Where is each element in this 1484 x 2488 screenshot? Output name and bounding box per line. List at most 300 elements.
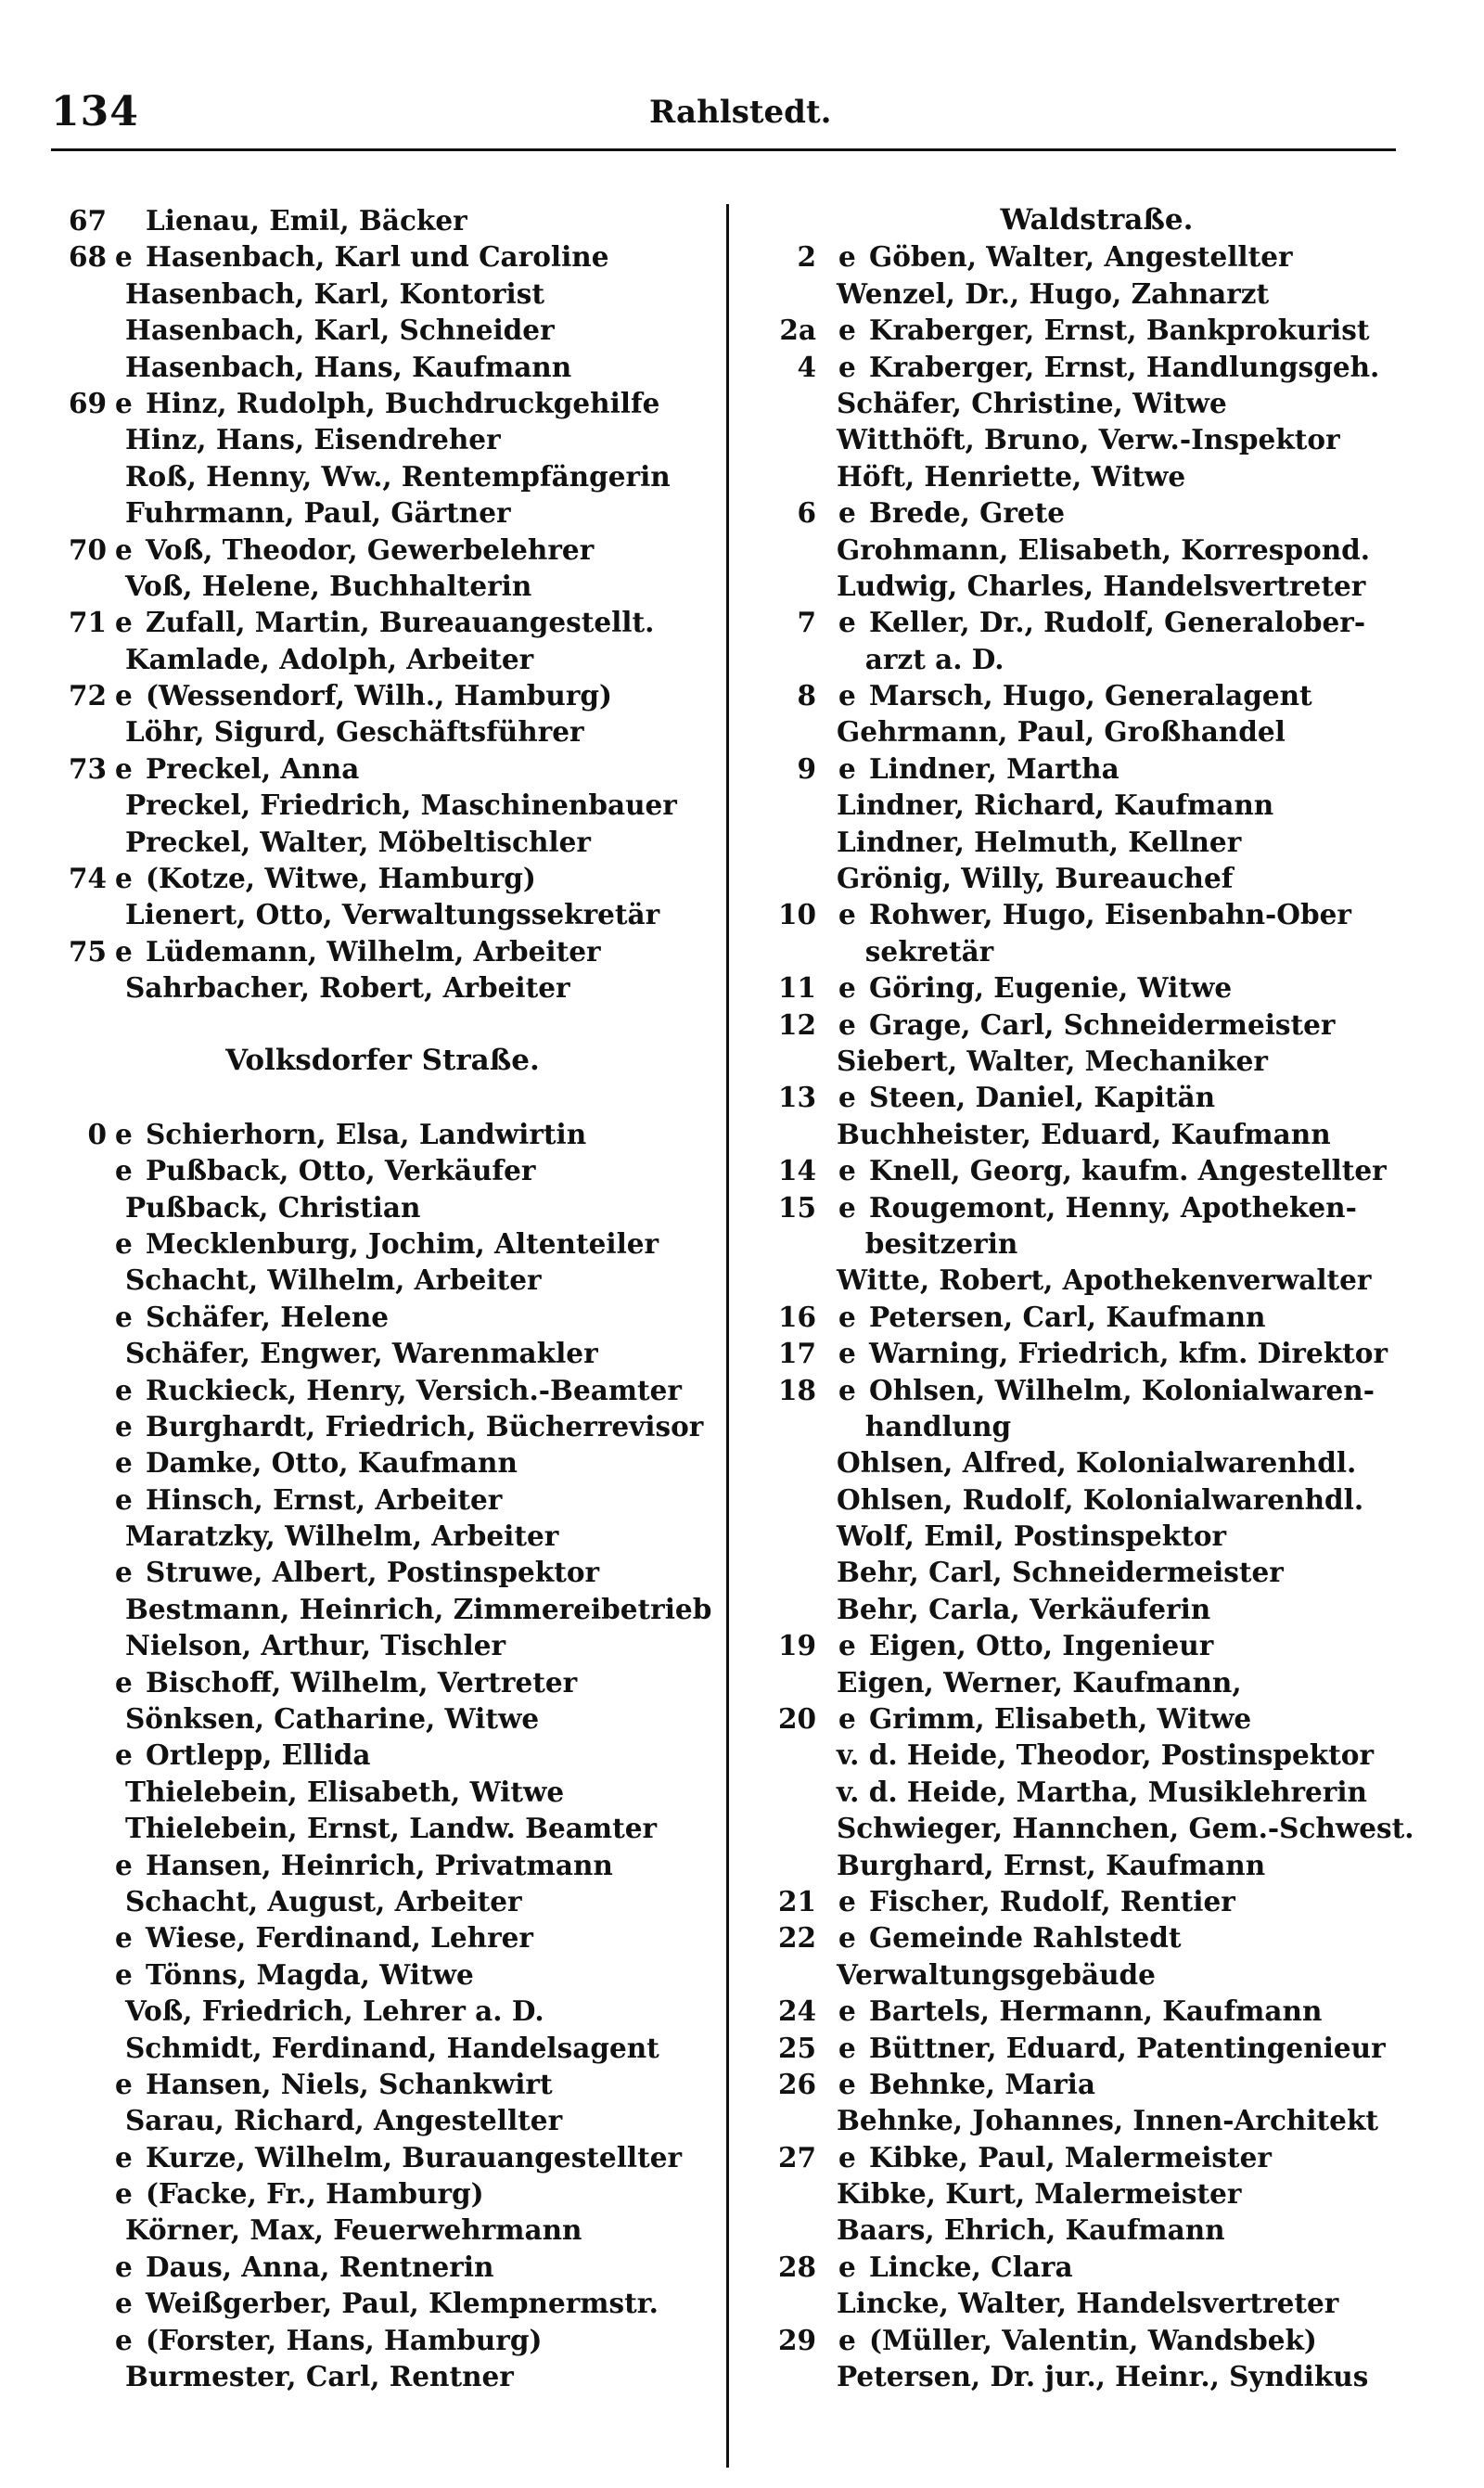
directory-entry-continuation [42,1518,723,1554]
house-number: 12 [777,1007,816,1041]
owner-mark: e [838,240,856,274]
house-number: 73 [68,751,107,785]
house-number: 71 [68,606,107,639]
owner-mark: e [115,1117,133,1150]
owner-mark: e [838,751,856,785]
directory-entry [761,1700,1433,1737]
directory-entry [761,2322,1433,2358]
resident-text: Schäfer, Engwer, Warenmakler [125,1337,598,1370]
directory-entry [761,312,1433,348]
resident-text: Hinz, Rudolph, Buchdruckgehilfe [146,386,660,419]
resident-text: Schäfer, Christine, Witwe [837,386,1227,419]
resident-text: Preckel, Walter, Möbeltischler [125,825,591,858]
house-number: 26 [777,2067,816,2100]
house-number: 69 [68,386,107,419]
owner-mark: e [838,1190,856,1224]
directory-entry [42,1225,723,1262]
owner-mark: e [838,2323,856,2356]
resident-text: Schacht, Wilhelm, Arbeiter [125,1263,542,1297]
house-number: 8 [797,679,816,712]
directory-entry [42,1664,723,1700]
resident-text: Lincke, Walter, Handelsvertreter [837,2287,1339,2320]
directory-entry-continuation [42,1810,723,1846]
resident-text: v. d. Heide, Martha, Musiklehrerin [837,1775,1367,1808]
resident-text: Brede, Grete [869,496,1066,530]
resident-text: Lüdemann, Wilhelm, Arbeiter [146,934,601,968]
directory-entry-continuation [761,1408,1433,1444]
directory-entry [761,494,1433,531]
owner-mark: e [115,1848,133,1881]
directory-entry-continuation [761,1847,1433,1883]
house-number: 75 [68,934,107,968]
column-divider [726,204,729,2468]
directory-entry [42,1444,723,1481]
directory-entry [42,1847,723,1883]
directory-entry-continuation [42,1627,723,1663]
directory-entry [42,2285,723,2321]
resident-text: Lindner, Richard, Kaufmann [837,789,1274,822]
house-number: 25 [777,2031,816,2064]
owner-mark: e [838,2140,856,2174]
owner-mark: e [115,2250,133,2283]
resident-text: Lindner, Martha [869,751,1119,785]
resident-text: (Facke, Fr., Hamburg) [146,2177,484,2211]
resident-text: sekretär [837,934,994,968]
resident-text: handlung [837,1409,1012,1443]
directory-entry-continuation [42,969,723,1006]
directory-entry-continuation [761,1518,1433,1554]
resident-text: Eigen, Werner, Kaufmann, [837,1665,1242,1699]
directory-entry [42,2249,723,2285]
directory-entry-continuation [42,1774,723,1810]
resident-text: Daus, Anna, Rentnerin [146,2250,494,2283]
directory-entry [42,750,723,787]
house-number: 74 [68,862,107,895]
house-number: 68 [68,240,107,274]
resident-text: Grimm, Elisabeth, Witwe [869,1702,1252,1736]
house-number: 14 [777,1154,816,1187]
resident-text: Kibke, Paul, Malermeister [869,2140,1272,2174]
directory-entry-continuation [42,824,723,860]
directory-entry-continuation [761,2175,1433,2212]
resident-text: Grohmann, Elisabeth, Korrespond. [837,532,1371,566]
house-number: 28 [777,2250,816,2283]
owner-mark: e [838,1300,856,1333]
resident-text: Hasenbach, Hans, Kaufmann [125,350,572,383]
owner-mark: e [838,2067,856,2100]
resident-text: Burghardt, Friedrich, Bücherrevisor [146,1409,704,1443]
resident-text: Damke, Otto, Kaufmann [146,1446,518,1480]
directory-entry-continuation [761,458,1433,494]
resident-text: Baars, Ehrich, Kaufmann [837,2213,1225,2247]
house-number: 24 [777,1994,816,2028]
resident-text: Eigen, Otto, Ingenieur [869,1629,1214,1662]
resident-text: Behr, Carl, Schneidermeister [837,1556,1284,1589]
resident-text: Löhr, Sigurd, Geschäftsführer [125,715,584,749]
resident-text: Hasenbach, Karl, Kontorist [125,276,544,310]
owner-mark: e [115,679,133,712]
resident-text: Burghard, Ernst, Kaufmann [837,1848,1266,1881]
directory-entry-continuation [761,1116,1433,1152]
resident-text: Witte, Robert, Apothekenverwalter [837,1263,1372,1297]
resident-text: Rohwer, Hugo, Eisenbahn-Ober [869,898,1351,931]
resident-text: (Wessendorf, Wilh., Hamburg) [146,679,612,712]
directory-entry [42,532,723,568]
left-column [42,202,723,2394]
directory-entry-continuation [42,1262,723,1298]
resident-text: Sahrbacher, Robert, Arbeiter [125,971,570,1005]
owner-mark: e [115,1226,133,1260]
house-number: 4 [797,350,816,383]
resident-text: Preckel, Friedrich, Maschinenbauer [125,789,677,822]
resident-text: Gemeinde Rahlstedt [869,1921,1182,1955]
owner-mark: e [115,2323,133,2356]
resident-text: Ohlsen, Alfred, Kolonialwarenhdl. [837,1446,1357,1480]
directory-entry [761,1883,1433,1919]
owner-mark: e [115,606,133,639]
resident-text: Schwieger, Hannchen, Gem.-Schwest. [837,1812,1414,1845]
directory-entry-continuation [42,787,723,823]
directory-entry-continuation [42,1591,723,1627]
directory-entry-continuation [761,1043,1433,1079]
directory-entry [42,1554,723,1590]
resident-text: Behnke, Johannes, Innen-Architekt [837,2104,1379,2137]
owner-mark: e [838,1007,856,1041]
directory-entry-continuation [42,2102,723,2138]
owner-mark: e [115,2140,133,2174]
resident-text: besitzerin [837,1226,1018,1260]
resident-text: Burmester, Carl, Rentner [125,2360,514,2393]
resident-text: Hansen, Niels, Schankwirt [146,2067,553,2100]
house-number: 17 [777,1337,816,1370]
directory-entry-continuation [42,2212,723,2248]
resident-text: Zufall, Martin, Bureauangestellt. [146,606,655,639]
directory-entry-continuation [761,1956,1433,1993]
owner-mark: e [838,1154,856,1187]
directory-entry [761,238,1433,275]
house-number: 22 [777,1921,816,1955]
resident-text: Ortlepp, Ellida [146,1738,371,1772]
directory-entry [42,1919,723,1956]
house-number: 15 [777,1190,816,1224]
directory-entry [761,1079,1433,1115]
directory-entry-continuation [42,458,723,494]
directory-entry-continuation [761,1737,1433,1773]
resident-text: (Forster, Hans, Hamburg) [146,2323,543,2356]
resident-text: Kraberger, Ernst, Handlungsgeh. [869,350,1380,383]
resident-text: Schacht, August, Arbeiter [125,1884,522,1917]
directory-entry [42,2175,723,2212]
directory-entry-continuation [42,1189,723,1225]
owner-mark: e [115,386,133,419]
owner-mark: e [838,1337,856,1370]
house-number: 27 [777,2140,816,2174]
resident-text: Kraberger, Ernst, Bankprokurist [869,314,1370,347]
owner-mark: e [115,2067,133,2100]
directory-entry-continuation [761,1225,1433,1262]
house-number: 70 [68,532,107,566]
resident-text: Steen, Daniel, Kapitän [869,1081,1216,1114]
resident-text: Siebert, Walter, Mechaniker [837,1044,1268,1077]
house-number: 13 [777,1081,816,1114]
directory-entry-continuation [42,349,723,385]
resident-text: Behr, Carla, Verkäuferin [837,1592,1211,1625]
directory-entry [761,1919,1433,1956]
resident-text: Rougemont, Henny, Apotheken- [869,1190,1357,1224]
resident-text: Hinz, Hans, Eisendreher [125,423,501,456]
house-number: 7 [797,606,816,639]
directory-entry [42,1372,723,1408]
directory-entry [42,385,723,421]
owner-mark: e [115,862,133,895]
directory-entry-continuation [42,2358,723,2394]
directory-entry-continuation [761,1262,1433,1298]
directory-entry-continuation [42,421,723,457]
directory-entry [761,2139,1433,2175]
directory-entry [761,1335,1433,1371]
directory-entry [42,1299,723,1335]
directory-entry [761,2066,1433,2102]
directory-entry [761,896,1433,932]
directory-entry-continuation [761,860,1433,896]
resident-text: Struwe, Albert, Postinspektor [146,1556,600,1589]
house-number: 21 [777,1884,816,1917]
owner-mark: e [115,934,133,968]
owner-mark: e [838,2250,856,2283]
resident-text: Nielson, Arthur, Tischler [125,1629,506,1662]
resident-text: Tönns, Magda, Witwe [146,1957,474,1991]
directory-entry-continuation [761,1810,1433,1846]
resident-text: Göben, Walter, Angestellter [869,240,1293,274]
directory-entry [761,677,1433,713]
resident-text: Grönig, Willy, Bureauchef [837,862,1234,895]
directory-entry-continuation [761,1591,1433,1627]
resident-text: Kamlade, Adolph, Arbeiter [125,642,534,675]
owner-mark: e [838,679,856,712]
resident-text: Petersen, Dr. jur., Heinr., Syndikus [837,2360,1369,2393]
resident-text: Lindner, Helmuth, Kellner [837,825,1242,858]
resident-text: Körner, Max, Feuerwehrmann [125,2213,582,2247]
directory-entry [42,2066,723,2102]
resident-text: Hansen, Heinrich, Privatmann [146,1848,613,1881]
directory-entry [42,1116,723,1152]
house-number: 20 [777,1702,816,1736]
owner-mark: e [115,1300,133,1333]
resident-text: Witthöft, Bruno, Verw.-Inspektor [837,423,1340,456]
directory-entry [761,2249,1433,2285]
owner-mark: e [838,2031,856,2064]
resident-text: Maratzky, Wilhelm, Arbeiter [125,1520,559,1553]
directory-entry [761,750,1433,787]
directory-entry-continuation [761,641,1433,677]
resident-text: Lincke, Clara [869,2250,1073,2283]
directory-entry-continuation [761,276,1433,312]
owner-mark: e [838,1629,856,1662]
owner-mark: e [838,1921,856,1955]
resident-text: Bartels, Hermann, Kaufmann [869,1994,1323,2028]
directory-entry [761,1993,1433,2029]
directory-entry-continuation [761,1774,1433,1810]
directory-entry-continuation [761,713,1433,750]
directory-entry-continuation [42,312,723,348]
resident-text: Thielebein, Elisabeth, Witwe [125,1775,565,1808]
owner-mark: e [838,1702,856,1736]
directory-entry-continuation [761,421,1433,457]
directory-entry-continuation [42,2030,723,2066]
resident-text: Pußback, Otto, Verkäufer [146,1154,536,1187]
resident-text: Voß, Helene, Buchhalterin [125,569,532,602]
resident-text: Hasenbach, Karl und Caroline [146,240,609,274]
owner-mark: e [838,1884,856,1917]
resident-text: Ludwig, Charles, Handelsvertreter [837,569,1366,602]
resident-text: Mecklenburg, Jochim, Altenteiler [146,1226,659,1260]
directory-entry-continuation [761,2358,1433,2394]
resident-text: Knell, Georg, kaufm. Angestellter [869,1154,1387,1187]
resident-text: Wenzel, Dr., Hugo, Zahnarzt [837,276,1270,310]
resident-text: (Müller, Valentin, Wandsbek) [869,2323,1317,2356]
owner-mark: e [115,1738,133,1772]
owner-mark: e [838,496,856,530]
directory-entry [42,860,723,896]
directory-entry [42,1956,723,1993]
house-number: 16 [777,1300,816,1333]
resident-text: Höft, Henriette, Witwe [837,459,1186,493]
owner-mark: e [838,1373,856,1406]
directory-entry [42,2322,723,2358]
house-number: 2a [779,314,816,347]
directory-entry-continuation [42,1993,723,2029]
directory-entry-continuation [42,641,723,677]
resident-text: Grage, Carl, Schneidermeister [869,1007,1336,1041]
directory-entry-continuation [761,532,1433,568]
directory-entry [761,1372,1433,1408]
owner-mark: e [115,532,133,566]
resident-text: Voß, Theodor, Gewerbelehrer [146,532,595,566]
owner-mark: e [115,1154,133,1187]
owner-mark: e [115,240,133,274]
resident-text: Ruckieck, Henry, Versich.-Beamter [146,1373,682,1406]
resident-text: Lienert, Otto, Verwaltungssekretär [125,898,660,931]
resident-text: Lienau, Emil, Bäcker [146,204,467,237]
directory-entry-continuation [761,1664,1433,1700]
resident-text: Verwaltungsgebäude [837,1957,1156,1991]
resident-text: Bestmann, Heinrich, Zimmereibetrieb [125,1592,712,1625]
house-number: 18 [777,1373,816,1406]
directory-entry [42,202,723,238]
resident-text: Weißgerber, Paul, Klempnermstr. [146,2287,659,2320]
resident-text: Kurze, Wilhelm, Burauangestellter [146,2140,683,2174]
directory-entry-continuation [761,824,1433,860]
owner-mark: e [838,606,856,639]
resident-text: Preckel, Anna [146,751,360,785]
directory-entry [761,1152,1433,1188]
directory-entry [42,604,723,640]
directory-entry-continuation [761,568,1433,604]
directory-entry-continuation [761,1444,1433,1481]
spacer [42,1007,723,1043]
resident-text: Ohlsen, Rudolf, Kolonialwarenhdl. [837,1482,1364,1516]
resident-text: Keller, Dr., Rudolf, Generalober- [869,606,1366,639]
resident-text: Schierhorn, Elsa, Landwirtin [146,1117,587,1150]
owner-mark: e [115,2177,133,2211]
resident-text: Schmidt, Ferdinand, Handelsagent [125,2031,659,2064]
directory-entry-continuation [761,1481,1433,1518]
house-number: 19 [777,1629,816,1662]
running-head: Rahlstedt. [649,94,832,131]
header-rule [51,148,1396,151]
resident-text: Hasenbach, Karl, Schneider [125,314,555,347]
resident-text: v. d. Heide, Theodor, Postinspektor [837,1738,1374,1772]
directory-entry-continuation [42,1700,723,1737]
directory-entry [761,1007,1433,1043]
directory-entry [761,604,1433,640]
owner-mark: e [115,1665,133,1699]
directory-entry [42,1481,723,1518]
owner-mark: e [115,1373,133,1406]
house-number: 9 [797,751,816,785]
resident-text: Warning, Friedrich, kfm. Direktor [869,1337,1388,1370]
directory-entry-continuation [761,2102,1433,2138]
resident-text: Göring, Eugenie, Witwe [869,971,1233,1005]
directory-entry-continuation [42,494,723,531]
directory-entry [761,349,1433,385]
directory-entry-continuation [761,2285,1433,2321]
resident-text: Bischoff, Wilhelm, Vertreter [146,1665,578,1699]
resident-text: Gehrmann, Paul, Großhandel [837,715,1286,749]
house-number: 11 [777,971,816,1005]
resident-text: Roß, Henny, Ww., Rentempfängerin [125,459,671,493]
resident-text: (Kotze, Witwe, Hamburg) [146,862,536,895]
directory-entry-continuation [761,2212,1433,2248]
resident-text: Thielebein, Ernst, Landw. Beamter [125,1812,658,1845]
directory-entry-continuation [42,896,723,932]
owner-mark: e [115,751,133,785]
house-number: 72 [68,679,107,712]
resident-text: Sönksen, Catharine, Witwe [125,1702,540,1736]
directory-entry [42,2139,723,2175]
house-number: 6 [797,496,816,530]
resident-text: Hinsch, Ernst, Arbeiter [146,1482,503,1516]
resident-text: arzt a. D. [837,642,1004,675]
resident-text: Marsch, Hugo, Generalagent [869,679,1312,712]
resident-text: Kibke, Kurt, Malermeister [837,2177,1242,2211]
owner-mark: e [838,971,856,1005]
page-number: 134 [51,88,139,135]
owner-mark: e [115,1957,133,1991]
directory-entry-continuation [761,933,1433,969]
owner-mark: e [838,1994,856,2028]
directory-entry-continuation [42,1883,723,1919]
street-heading: Volksdorfer Straße. [225,1043,540,1077]
street-heading: Waldstraße. [1000,203,1194,237]
owner-mark: e [838,1081,856,1114]
resident-text: Voß, Friedrich, Lehrer a. D. [125,1994,544,2028]
resident-text: Wiese, Ferdinand, Lehrer [146,1921,533,1955]
directory-entry-continuation [42,276,723,312]
owner-mark: e [838,314,856,347]
house-number: 2 [797,240,816,274]
directory-entry [761,969,1433,1006]
owner-mark: e [115,1409,133,1443]
directory-entry [42,238,723,275]
resident-text: Pußback, Christian [125,1190,421,1224]
owner-mark: e [115,1556,133,1589]
directory-entry [761,1627,1433,1663]
resident-text: Schäfer, Helene [146,1300,390,1333]
owner-mark: e [115,1482,133,1516]
directory-entry-continuation [42,1335,723,1371]
owner-mark: e [115,1446,133,1480]
